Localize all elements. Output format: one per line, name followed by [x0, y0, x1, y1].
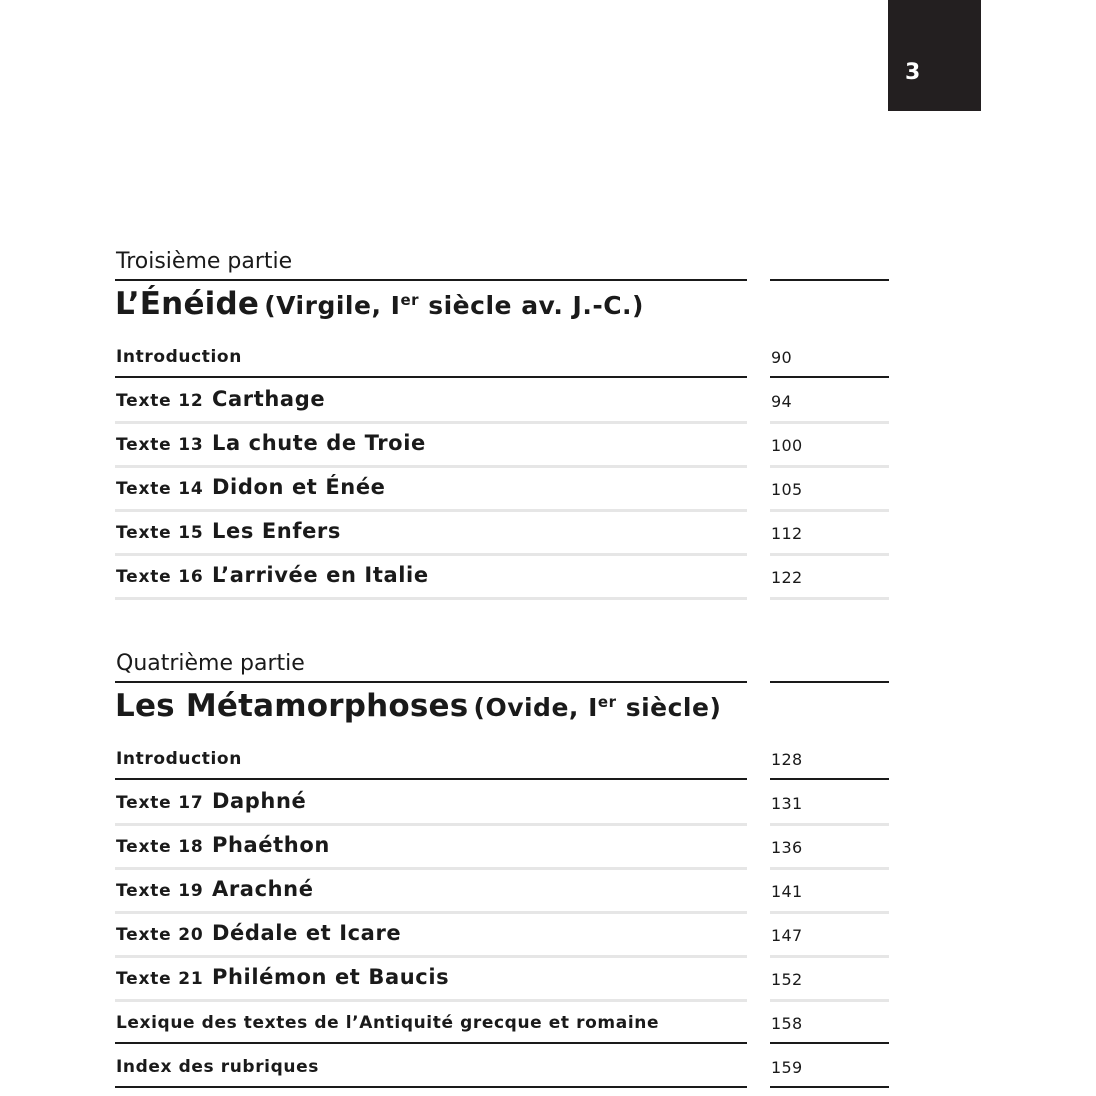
toc-entry-page: 131 [771, 794, 803, 813]
texte-number: Texte 17 [116, 793, 204, 813]
toc-entry-texte-16[interactable] [115, 556, 889, 600]
toc-entry-page: 158 [771, 1014, 803, 1033]
toc-entry-page: 90 [771, 348, 792, 367]
page-number: 3 [905, 60, 921, 85]
texte-number: Texte 14 [116, 479, 204, 499]
texte-title: Phaéthon [212, 833, 330, 857]
toc-entry-page: 147 [771, 926, 803, 945]
texte-title: Carthage [212, 387, 326, 411]
texte-title: La chute de Troie [212, 431, 426, 455]
texte-title: Daphné [212, 789, 307, 813]
toc-entry-index[interactable] [115, 1046, 889, 1090]
part-label [115, 650, 889, 682]
divider [115, 597, 747, 600]
part-label-text: Quatrième partie [116, 651, 305, 676]
part-title-main: Les Métamorphoses [115, 688, 469, 724]
part-four-section [115, 650, 889, 1077]
toc-entry-texte-18[interactable] [115, 826, 889, 870]
part-rule [115, 681, 747, 683]
part-rule-page [770, 681, 889, 683]
entry-rule [115, 376, 747, 378]
toc-entry-page: 112 [771, 524, 803, 543]
toc-entry-page: 136 [771, 838, 803, 857]
part-label [115, 248, 889, 280]
part-label-text: Troisième partie [116, 249, 293, 274]
toc-entry-label: Introduction [116, 749, 242, 769]
toc-entry-page: 122 [771, 568, 803, 587]
entry-rule-page [770, 1042, 889, 1044]
page-number-tab [888, 0, 981, 111]
part-three-section [115, 248, 889, 587]
texte-number: Texte 20 [116, 925, 204, 945]
toc-entry-page: 152 [771, 970, 803, 989]
part-title-main: L’Énéide [115, 286, 260, 322]
toc-entry-page: 159 [771, 1058, 803, 1077]
toc-entry-texte-15[interactable] [115, 512, 889, 556]
toc-entry-page: 100 [771, 436, 803, 455]
entry-rule-page [770, 778, 889, 780]
toc-entry-page: 94 [771, 392, 792, 411]
texte-number: Texte 12 [116, 391, 204, 411]
toc-entry-texte-20[interactable] [115, 914, 889, 958]
texte-number: Texte 16 [116, 567, 204, 587]
divider [770, 597, 889, 600]
texte-title: Philémon et Baucis [212, 965, 450, 989]
toc-entry-texte-17[interactable] [115, 782, 889, 826]
toc-entry-lexique[interactable] [115, 1002, 889, 1046]
texte-number: Texte 21 [116, 969, 204, 989]
part-title-subtitle: (Ovide, Ier siècle) [473, 693, 722, 722]
toc-entry-texte-12[interactable] [115, 380, 889, 424]
texte-title: Dédale et Icare [212, 921, 402, 945]
toc-entry-page: 141 [771, 882, 803, 901]
texte-number: Texte 13 [116, 435, 204, 455]
toc-entry-label: Introduction [116, 347, 242, 367]
part-rule-page [770, 279, 889, 281]
toc-entry-page: 128 [771, 750, 803, 769]
toc-entry-label: Index des rubriques [116, 1057, 319, 1077]
texte-number: Texte 19 [116, 881, 204, 901]
toc-entry-texte-19[interactable] [115, 870, 889, 914]
texte-title: Les Enfers [212, 519, 341, 543]
part-title [115, 286, 644, 322]
texte-title: L’arrivée en Italie [212, 563, 429, 587]
entry-rule [115, 1086, 747, 1088]
toc-entry-texte-14[interactable] [115, 468, 889, 512]
texte-title: Arachné [212, 877, 314, 901]
toc-entry-introduction[interactable] [115, 336, 889, 380]
toc-entry-page: 105 [771, 480, 803, 499]
toc-entry-texte-21[interactable] [115, 958, 889, 1002]
texte-number: Texte 15 [116, 523, 204, 543]
entry-rule [115, 778, 747, 780]
entry-rule [115, 1042, 747, 1044]
entry-rule-page [770, 376, 889, 378]
toc-entry-introduction[interactable] [115, 738, 889, 782]
entry-rule-page [770, 1086, 889, 1088]
part-title-subtitle: (Virgile, Ier siècle av. J.-C.) [264, 291, 644, 320]
texte-title: Didon et Énée [212, 475, 386, 499]
part-title [115, 688, 721, 724]
toc-entry-texte-13[interactable] [115, 424, 889, 468]
toc-entry-label: Lexique des textes de l’Antiquité grecque et romaine [116, 1013, 660, 1033]
texte-number: Texte 18 [116, 837, 204, 857]
part-rule [115, 279, 747, 281]
